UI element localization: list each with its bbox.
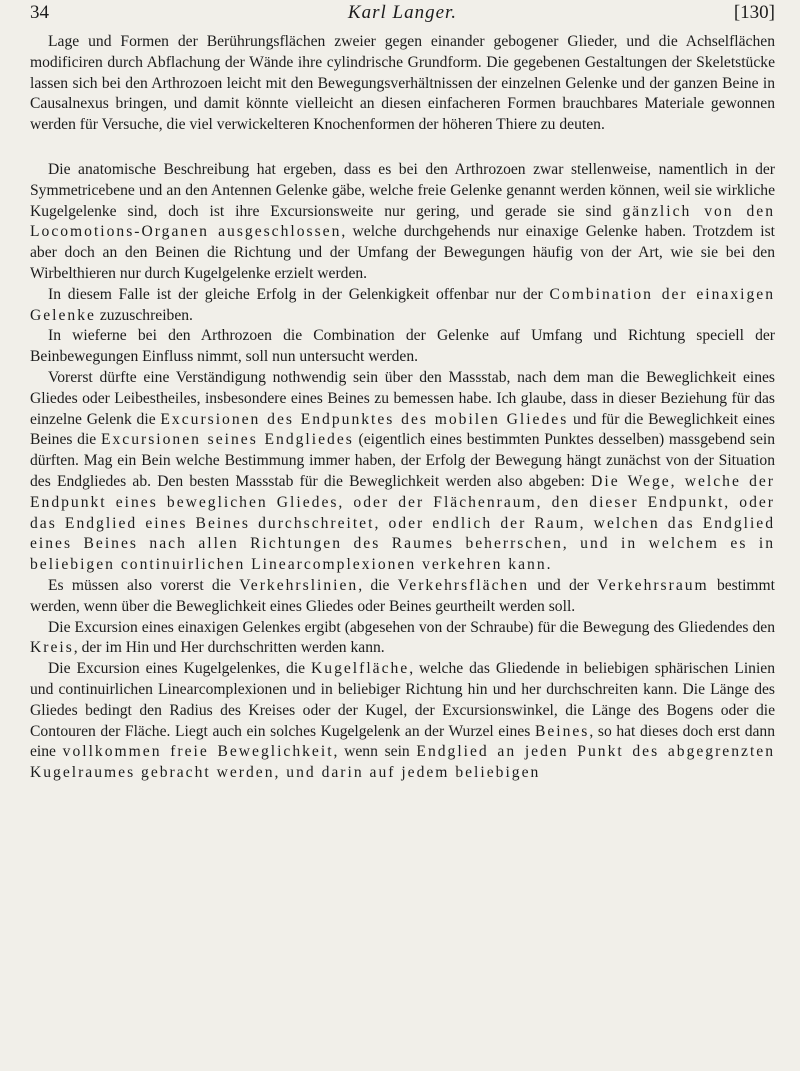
spaced-emphasis: Excursionen des Endpunktes des mobilen Gliedes	[160, 410, 569, 428]
text-run: Es müssen also vorerst die	[48, 576, 240, 594]
paragraph-gap	[30, 136, 775, 160]
text-run: Vorerst dürfte eine Verständigung nothwendig sein über den Massstab, nach dem man die Beweglichkeit eines Gliedes oder Leibestheiles, insbesondere eines Beines zu bemessen habe. Ich glaube, dass in dieser Beziehung für das einzelne Gelenk die	[30, 368, 775, 428]
text-run: und der	[529, 576, 598, 594]
text-run: und für die Beweglichkeit eines Beines die	[30, 410, 775, 449]
text-run: bestimmt werden, wenn über die Beweglichkeit eines Gliedes oder Beines geurtheilt werden soll.	[30, 576, 775, 615]
paragraph	[30, 618, 775, 660]
paragraph	[30, 576, 775, 618]
text-run: (eigentlich eines bestimmten Punktes desselben) massgebend sein dürften. Mag ein Bein welche Bestimmung immer haben, der Erfolg der Bewegung hängt zunächst von der Situation des Endgliedes ab. Den besten Massstab für die Beweglichkeit werden also abgeben:	[30, 431, 776, 490]
paragraph	[30, 32, 775, 136]
text-run: , so hat dieses doch erst dann eine	[30, 722, 776, 761]
paragraph	[30, 659, 775, 784]
paragraph	[30, 368, 775, 576]
text-run: In diesem Falle ist der gleiche Erfolg in der Gelenkigkeit offenbar nur der	[48, 285, 550, 303]
text-run: , der im Hin und Her durchschritten werden kann.	[73, 639, 385, 657]
text-run: zuzuschreiben.	[95, 306, 193, 324]
spaced-emphasis: Verkehrsflächen	[397, 576, 530, 594]
text-run: Die Excursion eines einaxigen Gelenkes ergibt (abgesehen von der Schraube) für die Bewegung des Gliedendes den	[48, 618, 775, 636]
spaced-emphasis: Kugelfläche	[311, 660, 410, 678]
spaced-emphasis: Excursionen seines Endgliedes	[100, 431, 354, 449]
spaced-emphasis: Beines	[534, 722, 590, 740]
text-run: , welche das Gliedende in beliebigen sphärischen Linien und continuirlichen Linearcomplexionen und in beliebiger Richtung hin und her durchschreiten kann. Die Länge des Gliedes bedingt den Radius des Kreises oder der Kugel, der Excursionswinkel, die Länge des Bogens oder die Contouren der Fläche. Liegt auch ein solches Kugelgelenk an der Wurzel eines	[30, 660, 775, 740]
running-title: Karl Langer.	[347, 2, 458, 23]
paragraph	[30, 326, 775, 368]
section-marker: [130]	[733, 2, 775, 23]
paragraph	[30, 160, 775, 285]
spaced-emphasis: Verkehrslinien	[239, 576, 359, 594]
spaced-emphasis: Combination der einaxigen Gelenke	[30, 285, 775, 324]
spaced-emphasis: Die Wege, welche der Endpunkt eines beweglichen Gliedes, oder der Flächenraum, den dieser Endpunkt, oder das Endglied eines Beines durchschreitet, oder endlich der Raum, welchen das Endglied eines Beines nach allen Richtungen des Raumes beherrschen, und in welchem es in beliebigen continuirlichen Linearcomplexionen verkehren kann.	[30, 472, 775, 574]
book-page	[30, 0, 775, 784]
page-header	[30, 2, 775, 32]
page-number: 34	[30, 2, 49, 23]
text-run: , wenn sein	[333, 743, 417, 761]
spaced-emphasis: Kreis	[30, 639, 74, 657]
text-run: , welche durchgehends nur einaxige Gelenke haben. Trotzdem ist aber doch an den Beinen die Richtung und der Umfang der Bewegungen häufig von der Art, wie sie bei den Wirbelthieren nur durch Kugelgelenke erzielt werden.	[30, 223, 775, 282]
text-run: Die Excursion eines Kugelgelenkes, die	[48, 660, 312, 678]
text-run: Die anatomische Beschreibung hat ergeben, dass es bei den Arthrozoen zwar stellenweise, namentlich in der Symmetricebene und an den Antennen Gelenke gäbe, welche freie Gelenke genannt werden können, weil sie wirkliche Kugelgelenke sind, doch ist ihre Excursionsweite nur gering, und gerade sie sind	[30, 160, 775, 220]
text-run: , die	[358, 576, 398, 594]
spaced-emphasis: vollkommen freie Beweglichkeit	[62, 743, 334, 761]
text-run: Lage und Formen der Berührungsflächen zweier gegen einander gebogener Glieder, und die Achselflächen modificiren durch Abflachung der Wände ihre cylindrische Grundform. Die gegebenen Gestaltungen der Skeletstücke lassen sich bei den Arthrozoen leicht mit den Bewegungsverhältnissen der einzelnen Gelenke und der ganzen Beine in Causalnexus bringen, und damit könnte vielleicht an diesen einfacheren Formen brauchbares Materiale gewonnen werden für Versuche, die viel verwickelteren Knochenformen der höheren Thiere zu deuten.	[30, 33, 775, 134]
text-run: In wieferne bei den Arthrozoen die Combination der Gelenke auf Umfang und Richtung speciell der Beinbewegungen Einfluss nimmt, soll nun untersucht werden.	[30, 327, 775, 366]
page-body	[30, 32, 775, 784]
spaced-emphasis: Verkehrsraum	[597, 576, 709, 594]
spaced-emphasis: gänzlich von den Locomotions-Organen ausgeschlossen	[30, 202, 775, 241]
spaced-emphasis: Endglied an jeden Punkt des abgegrenzten Kugelraumes gebracht werden, und darin auf jedem beliebigen	[30, 743, 775, 782]
paragraph	[30, 285, 775, 327]
